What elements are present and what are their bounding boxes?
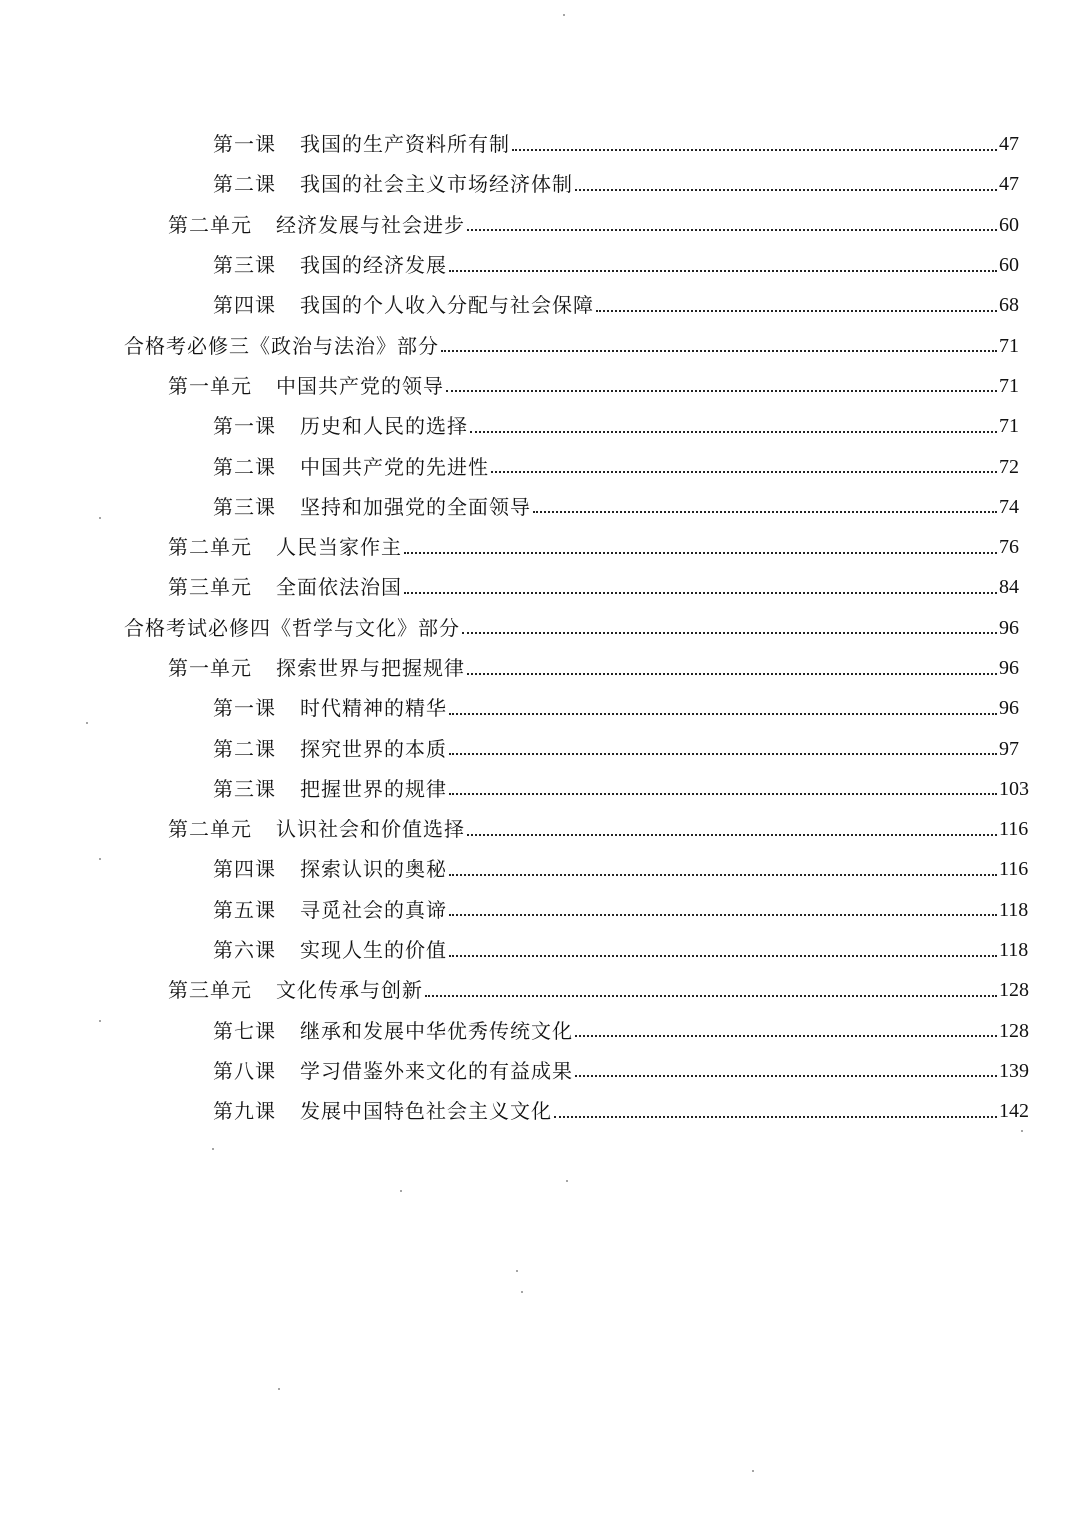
- toc-entry-page-number: 71: [999, 415, 1019, 438]
- toc-entry-number: 第一课: [213, 132, 276, 157]
- toc-entry-title: 我国的个人收入分配与社会保障: [300, 293, 594, 318]
- toc-entry-page-number: 118: [999, 898, 1029, 921]
- toc-entry-title: 时代精神的精华: [300, 696, 447, 721]
- toc-entry[interactable]: [0, 769, 1087, 809]
- toc-entry-page-number: 97: [999, 737, 1019, 760]
- toc-entry[interactable]: [0, 1051, 1087, 1091]
- toc-entry-number: 第一课: [213, 696, 276, 721]
- toc-entry-page-number: 60: [999, 213, 1019, 236]
- toc-entry[interactable]: [0, 245, 1087, 285]
- dot-leader: [462, 631, 997, 634]
- toc-entry-number: 第三课: [213, 776, 276, 801]
- toc-entry[interactable]: [0, 608, 1087, 648]
- toc-entry[interactable]: [0, 849, 1087, 889]
- dot-leader: [575, 1034, 997, 1037]
- dot-leader: [449, 873, 997, 876]
- dot-leader: [449, 752, 997, 755]
- toc-entry[interactable]: [0, 487, 1087, 527]
- toc-entry-number: 第九课: [213, 1099, 276, 1124]
- toc-entry[interactable]: [0, 930, 1087, 970]
- toc-entry-number: 第一单元: [168, 373, 252, 398]
- toc-entry-page-number: 116: [999, 818, 1029, 841]
- toc-entry[interactable]: [0, 1011, 1087, 1051]
- scan-speck: [1021, 1130, 1023, 1132]
- dot-leader: [446, 389, 997, 392]
- toc-entry[interactable]: [0, 366, 1087, 406]
- toc-entry-title: 经济发展与社会进步: [276, 212, 465, 237]
- toc-entry-page-number: 60: [999, 254, 1019, 277]
- toc-entry-title: 合格考必修三《政治与法治》部分: [124, 333, 439, 358]
- dot-leader: [441, 349, 997, 352]
- scan-speck: [400, 1190, 402, 1192]
- toc-entry-number: 第三单元: [168, 978, 252, 1003]
- dot-leader: [467, 672, 997, 675]
- toc-entry[interactable]: [0, 648, 1087, 688]
- toc-entry-page-number: 71: [999, 374, 1019, 397]
- scan-speck: [752, 1470, 754, 1472]
- toc-entry-page-number: 74: [999, 495, 1019, 518]
- dot-leader: [404, 551, 997, 554]
- dot-leader: [575, 188, 997, 191]
- scan-speck: [563, 14, 565, 16]
- toc-entry-title: 中国共产党的领导: [276, 373, 444, 398]
- dot-leader: [449, 792, 997, 795]
- scan-speck: [99, 858, 101, 860]
- toc-entry[interactable]: [0, 205, 1087, 245]
- toc-entry-page-number: 68: [999, 294, 1019, 317]
- scan-speck: [278, 1388, 280, 1390]
- scan-speck: [566, 1180, 568, 1182]
- toc-entry-title: 学习借鉴外来文化的有益成果: [300, 1058, 573, 1083]
- dot-leader: [470, 430, 997, 433]
- toc-entry[interactable]: [0, 890, 1087, 930]
- dot-leader: [449, 712, 997, 715]
- toc-entry-title: 人民当家作主: [276, 535, 402, 560]
- toc-entry-number: 第四课: [213, 293, 276, 318]
- toc-entry-number: 第二课: [213, 454, 276, 479]
- toc-entry-page-number: 96: [999, 616, 1019, 639]
- toc-entry-title: 我国的生产资料所有制: [300, 132, 510, 157]
- toc-entry-title: 坚持和加强党的全面领导: [300, 494, 531, 519]
- toc-entry-page-number: 47: [999, 133, 1019, 156]
- dot-leader: [449, 913, 997, 916]
- dot-leader: [575, 1074, 997, 1077]
- scan-speck: [99, 1020, 101, 1022]
- dot-leader: [467, 833, 997, 836]
- dot-leader: [467, 228, 997, 231]
- toc-entry-number: 第三课: [213, 494, 276, 519]
- toc-entry[interactable]: [0, 567, 1087, 607]
- toc-entry-number: 第八课: [213, 1058, 276, 1083]
- toc-entry[interactable]: [0, 124, 1087, 164]
- toc-entry-title: 把握世界的规律: [300, 776, 447, 801]
- toc-entry-title: 我国的社会主义市场经济体制: [300, 172, 573, 197]
- scan-speck: [521, 1291, 523, 1293]
- dot-leader: [596, 309, 997, 312]
- toc-entry-number: 第四课: [213, 857, 276, 882]
- toc-entry-title: 探索世界与把握规律: [276, 656, 465, 680]
- toc-entry[interactable]: [0, 1091, 1087, 1131]
- toc-entry[interactable]: [0, 970, 1087, 1010]
- toc-entry-page-number: 71: [999, 334, 1019, 357]
- toc-entry-page-number: 103: [999, 777, 1029, 800]
- toc-entry-page-number: 139: [999, 1059, 1029, 1082]
- toc-entry-title: 认识社会和价值选择: [276, 817, 465, 842]
- toc-entry-page-number: 116: [999, 858, 1029, 881]
- toc-entry[interactable]: [0, 325, 1087, 365]
- toc-entry-number: 第三课: [213, 253, 276, 278]
- toc-entry-title: 文化传承与创新: [276, 978, 423, 1003]
- toc-entry-number: 第一单元: [168, 656, 252, 680]
- toc-entry-title: 合格考试必修四《哲学与文化》部分: [124, 615, 460, 640]
- scan-speck: [99, 517, 101, 519]
- scan-speck: [212, 1148, 214, 1150]
- toc-entry-number: 第二单元: [168, 212, 252, 237]
- toc-entry[interactable]: [0, 446, 1087, 486]
- toc-entry-title: 实现人生的价值: [300, 938, 447, 963]
- toc-entry[interactable]: [0, 809, 1087, 849]
- scan-speck: [86, 722, 88, 724]
- toc-entry-number: 第二课: [213, 172, 276, 197]
- toc-entry-title: 寻觅社会的真谛: [300, 897, 447, 922]
- dot-leader: [449, 954, 997, 957]
- toc-entry-page-number: 96: [999, 657, 1019, 679]
- toc-entry-page-number: 76: [999, 536, 1019, 559]
- dot-leader: [533, 510, 997, 513]
- toc-entry-page-number: 128: [999, 979, 1029, 1002]
- toc-entry-page-number: 84: [999, 576, 1019, 599]
- toc-entry-title: 我国的经济发展: [300, 253, 447, 278]
- toc-entry-title: 历史和人民的选择: [300, 414, 468, 439]
- toc-entry-page-number: 47: [999, 173, 1019, 196]
- toc-entry-title: 中国共产党的先进性: [300, 454, 489, 479]
- toc-entry-title: 探索认识的奥秘: [300, 857, 447, 882]
- toc-entry[interactable]: [0, 527, 1087, 567]
- toc-entry-page-number: 118: [999, 939, 1029, 962]
- toc-entry-number: 第七课: [213, 1018, 276, 1043]
- dot-leader: [512, 148, 997, 151]
- toc-entry[interactable]: [0, 285, 1087, 325]
- toc-entry[interactable]: [0, 688, 1087, 728]
- toc-entry-number: 第六课: [213, 938, 276, 963]
- toc-entry[interactable]: [0, 164, 1087, 204]
- table-of-contents: [0, 124, 1087, 1131]
- toc-entry-number: 第一课: [213, 414, 276, 439]
- dot-leader: [404, 591, 997, 594]
- toc-entry-page-number: 128: [999, 1019, 1029, 1042]
- dot-leader: [449, 269, 997, 272]
- toc-entry-number: 第二单元: [168, 535, 252, 560]
- toc-entry-title: 探究世界的本质: [300, 736, 447, 761]
- toc-entry-page-number: 96: [999, 697, 1019, 720]
- scan-speck: [516, 1270, 518, 1272]
- toc-entry-page-number: 72: [999, 455, 1019, 478]
- toc-entry-number: 第三单元: [168, 575, 252, 600]
- dot-leader: [425, 994, 997, 997]
- toc-entry-number: 第二单元: [168, 817, 252, 842]
- dot-leader: [554, 1115, 997, 1118]
- toc-entry-page-number: 142: [999, 1100, 1029, 1123]
- toc-entry[interactable]: [0, 406, 1087, 446]
- toc-entry-title: 全面依法治国: [276, 575, 402, 600]
- dot-leader: [491, 470, 997, 473]
- toc-entry-number: 第五课: [213, 897, 276, 922]
- toc-entry[interactable]: [0, 728, 1087, 768]
- toc-entry-title: 发展中国特色社会主义文化: [300, 1099, 552, 1124]
- toc-entry-number: 第二课: [213, 736, 276, 761]
- toc-entry-title: 继承和发展中华优秀传统文化: [300, 1018, 573, 1043]
